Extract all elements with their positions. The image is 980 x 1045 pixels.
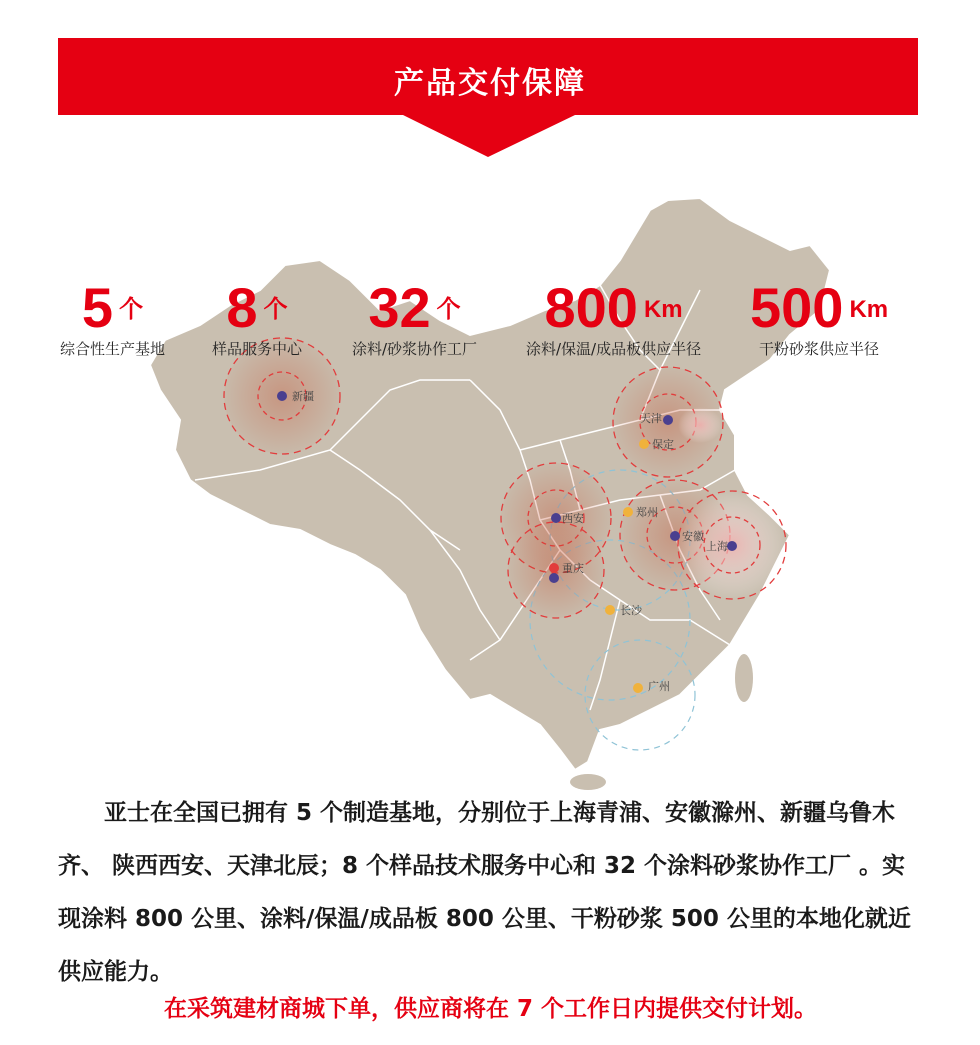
base-marker-anhui [670,531,680,541]
page-title: 产品交付保障 [394,66,586,101]
map-svg [0,150,980,790]
city-label-anhui: 安徽 [682,530,704,543]
city-label-shanghai: 上海 [706,540,728,553]
stat-value: 32 [368,276,431,339]
stat-partner-factories [352,276,478,359]
city-label-xian: 西安 [562,512,584,525]
stat-sample-centers [212,276,303,359]
stat-caption: 涂料/砂浆协作工厂 [352,340,478,358]
stat-production-bases [60,276,166,359]
stat-caption: 干粉砂浆供应半径 [759,340,880,358]
center-marker-baoding [639,439,649,449]
city-label-xinjiang: 新疆 [292,390,314,403]
center-marker-chongqing [549,563,559,573]
city-label-chongqing: 重庆 [562,562,584,575]
center-marker-guangzhou [633,683,643,693]
stat-caption: 涂料/保温/成品板供应半径 [526,340,702,358]
city-label-guangzhou: 广州 [648,680,670,693]
header-banner [0,0,980,160]
china-map [0,150,980,790]
base-marker-xian [551,513,561,523]
stat-value: 500 [750,276,844,339]
shandong-highlight [678,407,722,443]
order-notice: 在采筑建材商城下单，供应商将在 7 个工作日内提供交付计划。 [163,996,818,1022]
city-label-changsha: 长沙 [620,604,642,617]
stat-value: 800 [544,276,638,339]
city-label-zhengzhou: 郑州 [636,506,658,519]
stat-mortar-radius [750,276,889,359]
city-label-tianjin: 天津 [640,412,662,425]
stat-unit: Km [643,296,683,323]
stat-unit: 个 [119,296,144,323]
base-marker-shanghai [727,541,737,551]
base-marker-chongqing [549,573,559,583]
city-label-baoding: 保定 [652,438,674,451]
stat-unit: 个 [436,296,461,323]
stat-value: 5 [81,276,114,339]
taiwan-island [735,654,753,702]
description-paragraph: 亚士在全国已拥有 5 个制造基地，分别位于上海青浦、安徽滁州、新疆乌鲁木齐、 陕西西安、天津北辰；8 个样品技术服务中心和 32 个涂料砂浆协作工厂 。实现涂料 800 公里、涂料/保温/成品板 800 公里、干粉砂浆 500 公里的本地化就近供应能力。 [58,800,911,985]
center-marker-zhengzhou [623,507,633,517]
stat-unit: Km [849,296,889,323]
stat-caption: 综合性生产基地 [60,340,166,358]
base-marker-xinjiang [277,391,287,401]
stat-coating-radius [526,276,702,359]
base-marker-tianjin [663,415,673,425]
stat-unit: 个 [263,296,288,323]
center-marker-changsha [605,605,615,615]
stat-value: 8 [226,276,258,339]
stat-caption: 样品服务中心 [212,340,303,358]
